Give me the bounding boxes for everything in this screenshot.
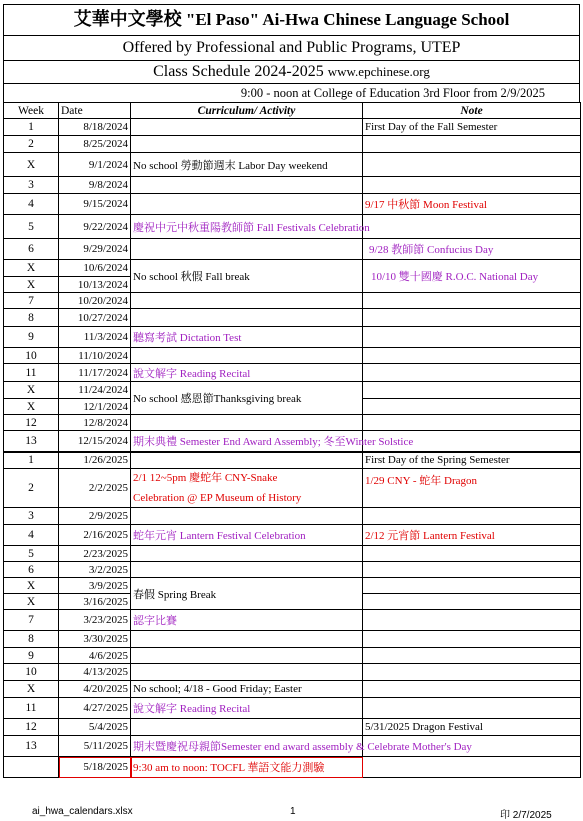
table-row — [4, 546, 581, 562]
week-cell: 1 — [4, 119, 59, 136]
note-cell — [363, 452, 581, 469]
note-text: 9/17 中秋節 Moon Festival — [365, 199, 487, 211]
schedule-table — [3, 102, 581, 778]
class-schedule-line — [3, 60, 580, 83]
activity-cell — [131, 309, 363, 327]
activity-text: 說文解字 Reading Recital — [133, 703, 251, 715]
date-cell: 9/15/2024 — [59, 194, 131, 215]
note-cell — [363, 469, 581, 508]
note-text: 9/28 教師節 Confucius Day — [369, 244, 494, 256]
school-title-chinese: 艾華中文學校 — [73, 9, 182, 30]
week-cell: 6 — [4, 562, 59, 578]
activity-cell — [131, 469, 363, 508]
activity-cell — [131, 177, 363, 194]
table-row — [4, 562, 581, 578]
footer-page-number: 1 — [290, 806, 296, 817]
column-header-note: Note — [363, 103, 581, 119]
activity-text — [133, 468, 301, 508]
week-cell: X — [4, 382, 59, 399]
activity-cell — [131, 239, 363, 260]
date-cell: 5/4/2025 — [59, 719, 131, 736]
table-row — [4, 415, 581, 431]
note-cell — [363, 757, 581, 778]
week-cell: 3 — [4, 177, 59, 194]
activity-cell — [131, 260, 363, 293]
note-cell — [363, 664, 581, 681]
activity-text: No school 勞動節週末 Labor Day weekend — [133, 159, 328, 172]
activity-cell — [131, 546, 363, 562]
date-cell: 10/13/2024 — [59, 277, 131, 293]
date-cell: 11/10/2024 — [59, 348, 131, 364]
activity-line-1: 2/1 12~5pm 慶蛇年 CNY-Snake — [133, 472, 278, 484]
activity-cell — [131, 757, 363, 778]
activity-text: 慶祝中元中秋重陽教師節 Fall Festivals Celebration — [133, 221, 370, 234]
activity-text: 期末典禮 Semester End Award Assembly; 冬至Winter Solstice — [133, 435, 414, 448]
table-row — [4, 525, 581, 546]
week-cell: 11 — [4, 364, 59, 382]
date-cell: 3/9/2025 — [59, 578, 131, 594]
activity-cell — [131, 648, 363, 664]
note-text: 1/29 CNY - 蛇年 Dragon — [365, 475, 478, 487]
footer-print-date: 印 2/7/2025 — [500, 810, 552, 821]
week-cell: 5 — [4, 546, 59, 562]
activity-cell — [131, 119, 363, 136]
week-cell: 3 — [4, 508, 59, 525]
week-cell: 13 — [4, 736, 59, 757]
table-row — [4, 698, 581, 719]
week-cell: 6 — [4, 239, 59, 260]
note-cell — [363, 309, 581, 327]
activity-line-2: Celebration @ EP Museum of History — [133, 492, 302, 504]
activity-cell — [131, 194, 363, 215]
column-header-date: Date — [59, 103, 131, 119]
week-cell: 12 — [4, 415, 59, 431]
note-text: 2/12 元宵節 Lantern Festival — [365, 530, 495, 542]
date-cell: 2/23/2025 — [59, 546, 131, 562]
note-cell — [363, 215, 581, 239]
week-cell: X — [4, 594, 59, 610]
note-cell — [363, 594, 581, 610]
activity-text: No school 秋假 Fall break — [133, 271, 250, 283]
date-cell: 5/18/2025 — [59, 757, 131, 778]
date-cell: 11/3/2024 — [59, 327, 131, 348]
date-cell: 9/1/2024 — [59, 153, 131, 177]
note-cell — [363, 546, 581, 562]
activity-cell — [131, 327, 363, 348]
note-cell — [363, 260, 581, 293]
activity-cell — [131, 562, 363, 578]
week-cell: X — [4, 681, 59, 698]
note-cell — [363, 698, 581, 719]
date-cell: 4/20/2025 — [59, 681, 131, 698]
week-cell: X — [4, 578, 59, 594]
table-row — [4, 631, 581, 648]
activity-cell — [131, 215, 370, 239]
date-cell: 3/30/2025 — [59, 631, 131, 648]
column-header-activity: Curriculum/ Activity — [131, 103, 363, 119]
column-header-week: Week — [4, 103, 59, 119]
week-cell: 4 — [4, 525, 59, 546]
table-header-row — [4, 103, 581, 119]
week-cell: 8 — [4, 631, 59, 648]
note-text: 5/31/2025 Dragon Festival — [365, 721, 483, 733]
table-row — [4, 664, 581, 681]
date-cell: 10/20/2024 — [59, 293, 131, 309]
activity-text: 期末暨慶祝母親節Semester end award assembly & Celebrate Mother's Day — [133, 741, 472, 753]
date-cell: 12/8/2024 — [59, 415, 131, 431]
date-cell: 11/24/2024 — [59, 382, 131, 399]
table-row — [4, 508, 581, 525]
activity-cell — [131, 382, 363, 415]
schedule-sheet — [3, 4, 580, 778]
note-text: 10/10 雙十國慶 R.O.C. National Day — [371, 271, 539, 283]
date-cell: 3/2/2025 — [59, 562, 131, 578]
note-cell — [363, 327, 581, 348]
week-cell: 9 — [4, 327, 59, 348]
week-cell: 5 — [4, 215, 59, 239]
week-cell: 2 — [4, 469, 59, 508]
activity-text: 春假 Spring Break — [133, 588, 217, 601]
table-row — [4, 239, 581, 260]
week-cell: 10 — [4, 348, 59, 364]
table-row — [4, 469, 581, 508]
note-cell — [363, 382, 581, 399]
activity-cell — [131, 736, 472, 757]
activity-text: 說文解字 Reading Recital — [133, 367, 251, 380]
table-row — [4, 136, 581, 153]
website-url: www.epchinese.org — [327, 64, 430, 79]
note-cell — [363, 239, 581, 260]
date-cell: 9/22/2024 — [59, 215, 131, 239]
date-cell: 10/6/2024 — [59, 260, 131, 277]
week-cell: 7 — [4, 293, 59, 309]
table-row — [4, 153, 581, 177]
date-cell: 4/6/2025 — [59, 648, 131, 664]
week-cell: 2 — [4, 136, 59, 153]
note-text: First Day of the Spring Semester — [365, 454, 510, 467]
date-cell: 4/27/2025 — [59, 698, 131, 719]
activity-text: 認字比賽 — [133, 615, 177, 627]
activity-cell — [131, 719, 363, 736]
week-cell: X — [4, 260, 59, 277]
note-cell — [363, 364, 581, 382]
note-cell — [363, 648, 581, 664]
school-title-english: "El Paso" Ai-Hwa Chinese Language School — [181, 10, 510, 29]
activity-cell — [131, 578, 363, 610]
table-row — [4, 327, 581, 348]
note-cell — [363, 348, 581, 364]
week-cell: 12 — [4, 719, 59, 736]
week-cell: 4 — [4, 194, 59, 215]
activity-text: No school 感恩節Thanksgiving break — [133, 393, 302, 405]
note-cell — [363, 153, 581, 177]
table-row — [4, 215, 581, 239]
activity-cell — [131, 631, 363, 648]
table-row — [4, 293, 581, 309]
note-cell — [363, 431, 581, 452]
table-row — [4, 260, 581, 277]
table-row — [4, 431, 581, 452]
note-cell — [363, 719, 581, 736]
note-cell — [363, 136, 581, 153]
activity-cell — [131, 136, 363, 153]
date-cell: 2/2/2025 — [59, 469, 131, 508]
footer-filename: ai_hwa_calendars.xlsx — [32, 806, 133, 817]
activity-text: 蛇年元宵 Lantern Festival Celebration — [133, 530, 306, 542]
week-cell: X — [4, 153, 59, 177]
table-row — [4, 681, 581, 698]
table-row — [4, 736, 581, 757]
date-cell: 2/9/2025 — [59, 508, 131, 525]
activity-cell — [131, 153, 363, 177]
activity-cell — [131, 415, 363, 431]
note-cell — [363, 736, 581, 757]
table-row — [4, 177, 581, 194]
date-cell: 8/25/2024 — [59, 136, 131, 153]
date-cell: 3/23/2025 — [59, 610, 131, 631]
activity-text: 9:30 am to noon: TOCFL 華語文能力測驗 — [133, 762, 325, 774]
activity-cell — [131, 431, 414, 452]
table-row — [4, 610, 581, 631]
table-row — [4, 719, 581, 736]
note-cell — [363, 562, 581, 578]
date-cell: 8/18/2024 — [59, 119, 131, 136]
table-row — [4, 757, 581, 778]
note-cell — [363, 508, 581, 525]
note-cell — [363, 525, 581, 546]
week-cell: 13 — [4, 431, 59, 452]
week-cell: X — [4, 399, 59, 415]
note-cell — [363, 194, 581, 215]
week-cell: 7 — [4, 610, 59, 631]
note-cell — [363, 631, 581, 648]
activity-text: No school; 4/18 - Good Friday; Easter — [133, 683, 302, 695]
date-cell: 12/15/2024 — [59, 431, 131, 452]
table-row — [4, 364, 581, 382]
note-cell — [363, 399, 581, 415]
date-cell: 9/8/2024 — [59, 177, 131, 194]
week-cell: 1 — [4, 452, 59, 469]
activity-cell — [131, 348, 363, 364]
offered-by-line: Offered by Professional and Public Programs, UTEP — [3, 35, 580, 60]
week-cell: X — [4, 277, 59, 293]
note-text: First Day of the Fall Semester — [365, 121, 498, 133]
schedule-body — [4, 119, 581, 778]
date-cell: 1/26/2025 — [59, 452, 131, 469]
date-cell: 3/16/2025 — [59, 594, 131, 610]
activity-cell — [131, 452, 363, 469]
table-row — [4, 194, 581, 215]
table-row — [4, 309, 581, 327]
week-cell: 8 — [4, 309, 59, 327]
date-cell: 12/1/2024 — [59, 399, 131, 415]
note-cell — [363, 177, 581, 194]
date-cell: 9/29/2024 — [59, 239, 131, 260]
table-row — [4, 348, 581, 364]
activity-cell — [131, 610, 363, 631]
table-row — [4, 119, 581, 136]
note-cell — [363, 293, 581, 309]
date-cell: 11/17/2024 — [59, 364, 131, 382]
activity-cell — [131, 664, 363, 681]
note-cell — [363, 681, 581, 698]
table-row — [4, 452, 581, 469]
activity-text: 聽寫考試 Dictation Test — [133, 332, 242, 344]
week-cell: 11 — [4, 698, 59, 719]
activity-cell — [131, 364, 363, 382]
note-cell — [363, 610, 581, 631]
note-cell — [363, 415, 581, 431]
activity-cell — [131, 681, 363, 698]
table-row — [4, 578, 581, 594]
time-location-line: 9:00 - noon at College of Education 3rd Floor from 2/9/2025 — [3, 83, 580, 102]
date-cell: 10/27/2024 — [59, 309, 131, 327]
week-cell: 10 — [4, 664, 59, 681]
note-cell — [363, 119, 581, 136]
date-cell: 2/16/2025 — [59, 525, 131, 546]
school-title — [3, 4, 580, 35]
table-row — [4, 382, 581, 399]
week-cell — [4, 757, 59, 778]
note-cell — [363, 578, 581, 594]
date-cell: 5/11/2025 — [59, 736, 131, 757]
table-row — [4, 648, 581, 664]
activity-cell — [131, 508, 363, 525]
class-schedule-title: Class Schedule 2024-2025 — [153, 63, 328, 80]
activity-cell — [131, 293, 363, 309]
week-cell: 9 — [4, 648, 59, 664]
activity-cell — [131, 698, 363, 719]
activity-cell — [131, 525, 363, 546]
date-cell: 4/13/2025 — [59, 664, 131, 681]
